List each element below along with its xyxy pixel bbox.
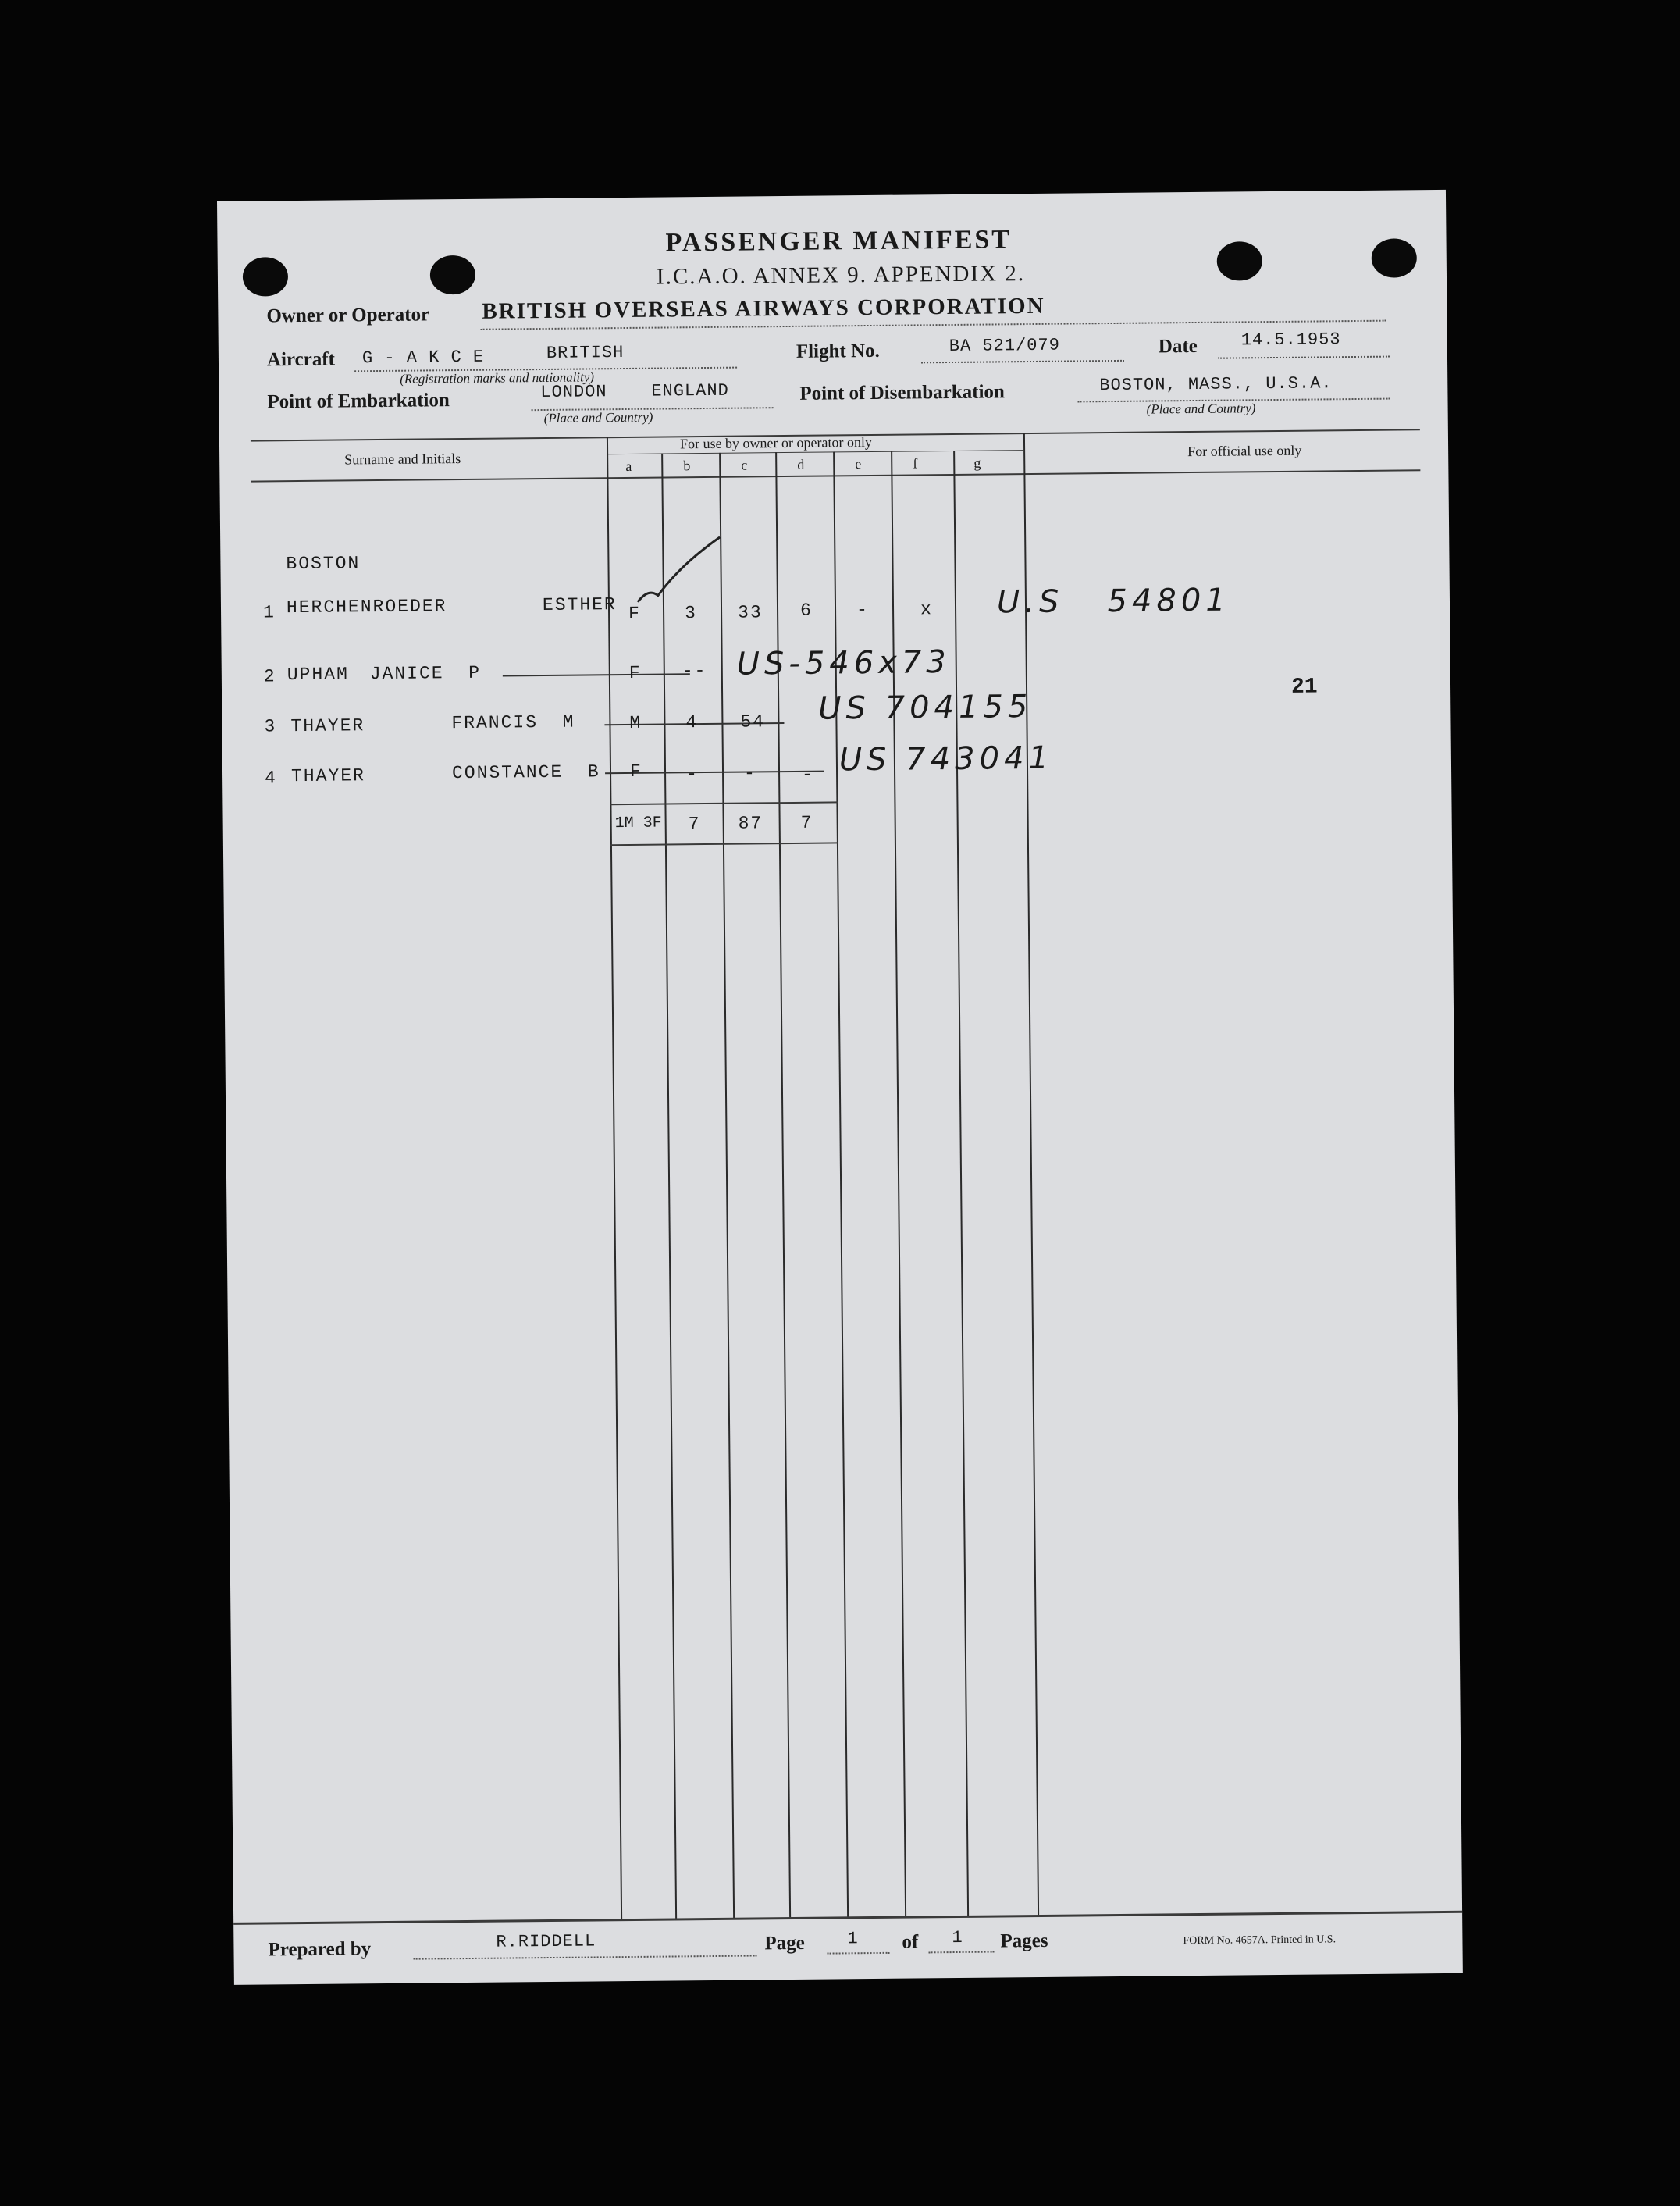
col-divider-surname xyxy=(607,437,622,1920)
row-3-first: FRANCIS M xyxy=(451,711,575,734)
of-line xyxy=(929,1951,995,1954)
subcol-d: d xyxy=(797,456,805,472)
col-official-header: For official use only xyxy=(1187,442,1302,460)
form-subtitle: I.C.A.O. ANNEX 9. APPENDIX 2. xyxy=(656,261,1026,290)
date-line xyxy=(1218,356,1390,359)
row-1-col-d: 6 xyxy=(799,600,813,621)
col-operator-header: For use by owner or operator only xyxy=(679,433,873,452)
subcol-f: f xyxy=(913,455,918,472)
date-value: 14.5.1953 xyxy=(1240,330,1341,351)
owner-label: Owner or Operator xyxy=(266,304,430,327)
row-4-col-b: - xyxy=(685,764,699,785)
form-note: FORM No. 4657A. Printed in U.S. xyxy=(1183,1933,1337,1948)
prepared-line xyxy=(414,1955,757,1959)
row-1-surname: HERCHENROEDER xyxy=(286,596,447,618)
pages-label: Pages xyxy=(1000,1930,1048,1952)
aircraft-label: Aircraft xyxy=(266,348,336,371)
embark-caption: (Place and Country) xyxy=(543,409,653,426)
row-4-col-d: - xyxy=(801,764,815,785)
col-surname-header: Surname and Initials xyxy=(344,451,461,468)
aircraft-registration: G - A K C E xyxy=(361,347,485,369)
row-4-handwritten-number: US 743041 xyxy=(838,739,1054,779)
flight-label: Flight No. xyxy=(796,340,880,362)
row-1-number: 1 xyxy=(262,602,276,623)
row-1-col-c: 33 xyxy=(737,602,763,623)
row-2-strike xyxy=(503,673,690,676)
embark-label: Point of Embarkation xyxy=(267,390,450,413)
page-line xyxy=(828,1952,890,1955)
punch-hole-left-2 xyxy=(430,255,475,295)
totals-col-c: 87 xyxy=(738,813,763,834)
page-value: 1 xyxy=(847,1929,859,1949)
col-divider-b xyxy=(719,453,735,1919)
row-3-col-c: 54 xyxy=(740,711,766,732)
row-3-col-a: M xyxy=(629,712,642,733)
subcol-b: b xyxy=(683,458,691,474)
of-label: of xyxy=(902,1931,919,1953)
col-divider-f xyxy=(953,451,969,1917)
row-4-first: CONSTANCE B xyxy=(451,761,600,784)
row-2-surname: UPHAM xyxy=(287,664,349,686)
flight-line xyxy=(921,360,1124,363)
punch-hole-right-2 xyxy=(1372,238,1417,278)
row-4-number: 4 xyxy=(264,768,278,789)
page-label: Page xyxy=(764,1932,805,1955)
embark-value: LONDON ENGLAND xyxy=(540,380,729,403)
row-1-col-f: x xyxy=(920,599,933,620)
aircraft-nationality: BRITISH xyxy=(546,343,625,363)
row-4-col-c: - xyxy=(743,763,756,784)
subcol-e: e xyxy=(855,456,862,472)
prepared-value: R.RIDDELL xyxy=(496,1931,596,1952)
row-1-col-a: F xyxy=(628,603,642,624)
date-label: Date xyxy=(1158,335,1198,358)
aircraft-caption: (Registration marks and nationality) xyxy=(400,369,595,387)
flight-number: BA 521/079 xyxy=(949,335,1060,357)
subcol-g: g xyxy=(973,454,981,471)
row-3-handwritten-number: US 704155 xyxy=(818,689,1033,727)
disembark-label: Point of Disembarkation xyxy=(799,381,1006,404)
subcol-a: a xyxy=(625,458,632,474)
row-3-surname: THAYER xyxy=(290,715,365,737)
official-note: 21 xyxy=(1290,675,1318,700)
manifest-sheet xyxy=(217,190,1463,1985)
row-1-col-b: 3 xyxy=(684,603,698,624)
row-1-col-e: - xyxy=(856,600,869,621)
prepared-label: Prepared by xyxy=(268,1938,372,1961)
row-3-col-b: 4 xyxy=(685,712,699,733)
row-2-handwritten-number: US-546x73 xyxy=(736,644,951,682)
row-4-col-a: F xyxy=(629,761,642,782)
row-1-first: ESTHER xyxy=(542,594,617,616)
table-header-rule xyxy=(251,469,1420,482)
totals-col-a: 1M 3F xyxy=(614,814,662,833)
row-2-col-a: F xyxy=(628,662,642,683)
row-2-first: JANICE P xyxy=(369,662,482,685)
disembark-value: BOSTON, MASS., U.S.A. xyxy=(1099,373,1333,396)
row-3-number: 3 xyxy=(264,716,277,737)
col-divider-g xyxy=(1023,433,1039,1916)
form-title: PASSENGER MANIFEST xyxy=(665,225,1013,258)
punch-hole-right-1 xyxy=(1217,241,1262,281)
row-1-handwritten-number: U.S 54801 xyxy=(996,582,1230,621)
totals-col-d: 7 xyxy=(800,812,813,833)
disembark-caption: (Place and Country) xyxy=(1146,401,1256,417)
destination-heading: BOSTON xyxy=(286,553,361,575)
subcol-c: c xyxy=(741,457,748,473)
checkmark-icon xyxy=(634,533,728,611)
row-2-col-b: -- xyxy=(682,661,707,682)
of-value: 1 xyxy=(952,1927,963,1948)
owner-value: BRITISH OVERSEAS AIRWAYS CORPORATION xyxy=(482,293,1045,324)
row-2-number: 2 xyxy=(263,666,276,687)
punch-hole-left-1 xyxy=(243,257,288,297)
totals-col-b: 7 xyxy=(688,814,701,835)
row-4-surname: THAYER xyxy=(290,765,366,787)
